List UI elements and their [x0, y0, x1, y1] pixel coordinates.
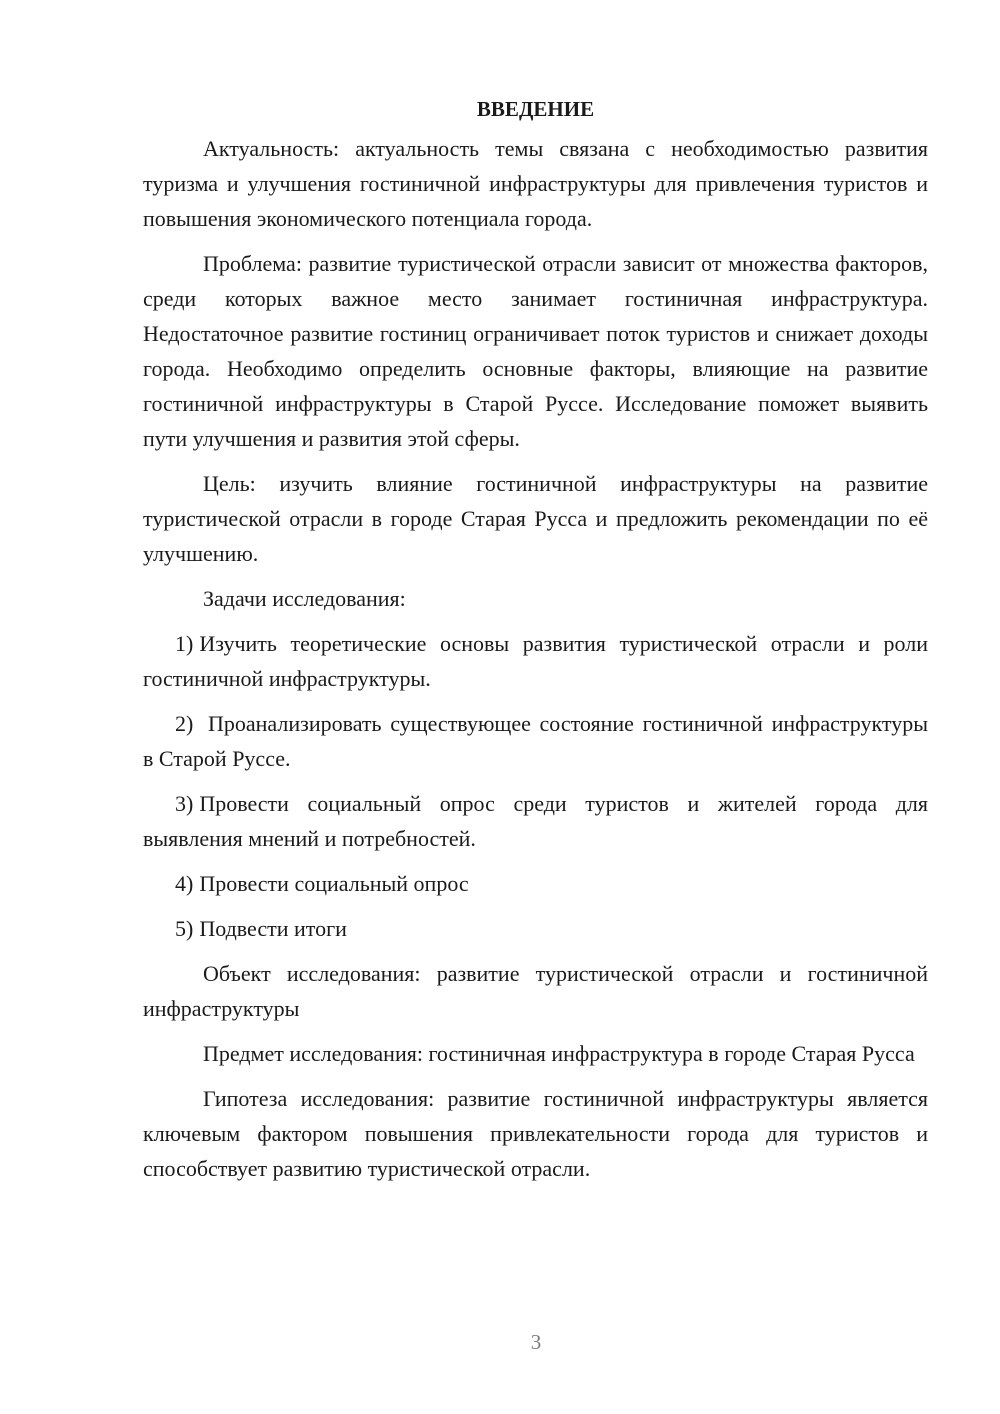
task-text: Изучить теоретические основы развития туристической отрасли и роли гостиничной инфраструктуры.	[143, 631, 928, 691]
task-number: 4)	[175, 871, 194, 896]
task-item-3	[143, 786, 928, 856]
task-text: Провести социальный опрос среди туристов и жителей города для выявления мнений и потребностей.	[143, 791, 928, 851]
document-title: ВВЕДЕНИЕ	[476, 97, 595, 121]
task-item-1	[143, 626, 928, 696]
hypothesis-paragraph: Гипотеза исследования: развитие гостиничной инфраструктуры является ключевым фактором повышения привлекательности города для туристов и способствует развитию туристической отрасли.	[143, 1086, 928, 1181]
task-item-5	[143, 911, 928, 946]
task-number: 5)	[175, 916, 194, 941]
subject-paragraph: Предмет исследования: гостиничная инфраструктура в городе Старая Русса	[203, 1041, 915, 1066]
task-text: Проанализировать существующее состояние гостиничной инфраструктуры в Старой Руссе.	[143, 711, 928, 771]
task-text: Подвести итоги	[199, 916, 347, 941]
document-page	[143, 92, 928, 1196]
task-item-2	[143, 706, 928, 776]
task-item-4	[143, 866, 928, 901]
object-paragraph: Объект исследования: развитие туристической отрасли и гостиничной инфраструктуры	[143, 961, 928, 1021]
task-number: 3)	[175, 791, 194, 816]
page-number: 3	[530, 1330, 542, 1354]
tasks-heading: Задачи исследования:	[203, 586, 406, 611]
task-number: 1)	[175, 631, 194, 656]
task-number: 2)	[175, 711, 194, 736]
relevance-paragraph: Актуальность: актуальность темы связана с необходимостью развития туризма и улучшения гостиничной инфраструктуры для привлечения туристов и повышения экономического потенциала города.	[143, 136, 928, 231]
problem-paragraph: Проблема: развитие туристической отрасли зависит от множества факторов, среди которых важное место занимает гостиничная инфраструктура. Недостаточное развитие гостиниц ограничивает поток туристов и снижает доходы города. Необходимо определить основные факторы, влияющие на развитие гостиничной инфраструктуры в Старой Руссе. Исследование поможет выявить пути улучшения и развития этой сферы.	[143, 251, 928, 451]
task-text: Провести социальный опрос	[199, 871, 469, 896]
goal-paragraph: Цель: изучить влияние гостиничной инфраструктуры на развитие туристической отрасли в городе Старая Русса и предложить рекомендации по её улучшению.	[143, 471, 928, 566]
